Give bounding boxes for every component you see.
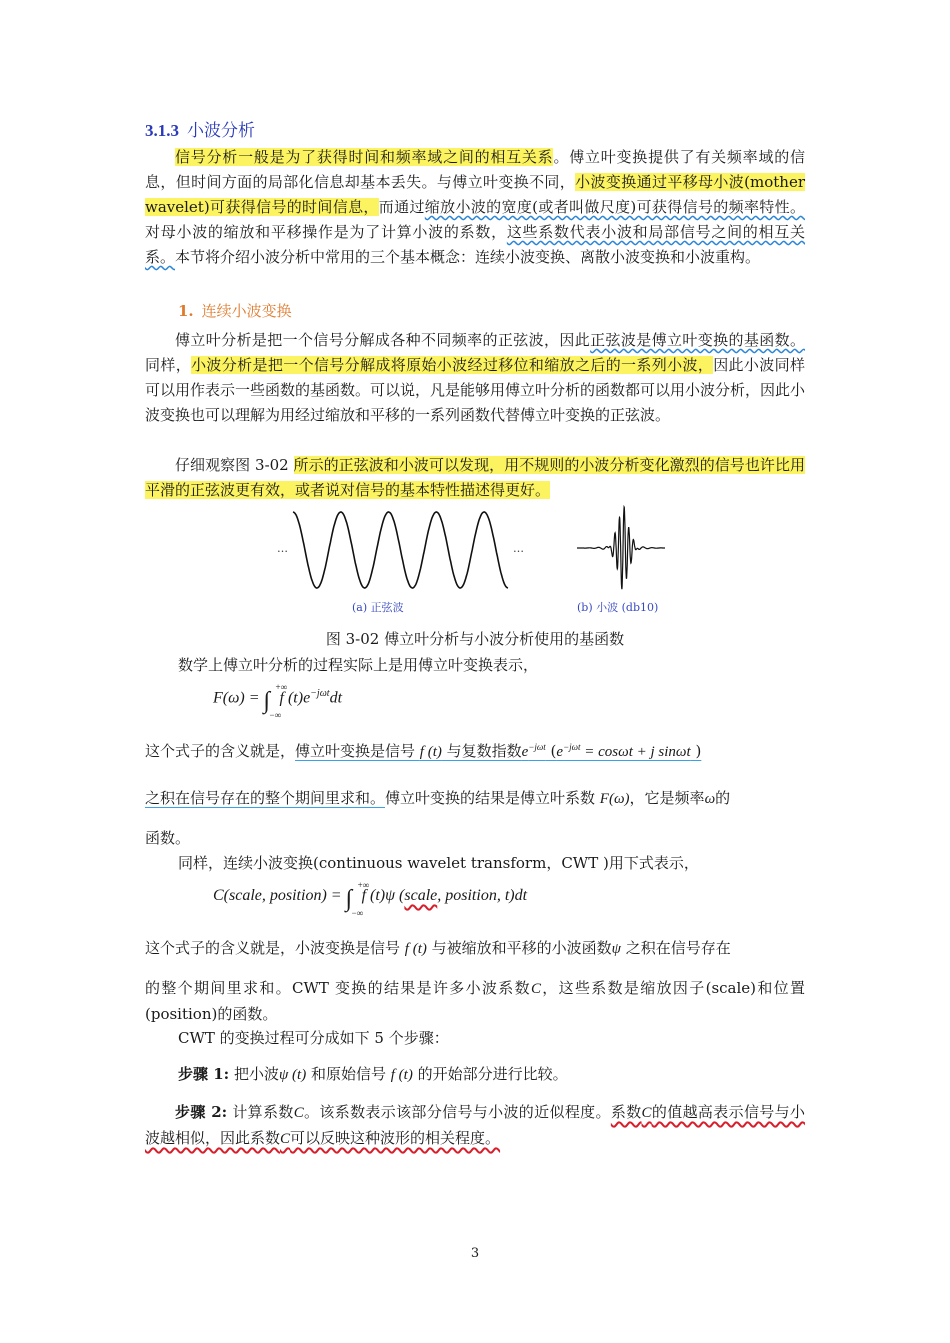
body-text: 的 <box>715 789 731 807</box>
para4-line1 <box>145 740 701 761</box>
math-C: C <box>530 981 541 997</box>
figure-3-02 <box>265 505 685 615</box>
step-label: 步骤 2: <box>175 1103 228 1121</box>
wavelet-db10 <box>577 507 665 589</box>
body-text: 这个式子的含义就是，小波变换是信号 <box>145 939 405 957</box>
integral-sign: ∫ +∞ −∞ <box>263 682 288 721</box>
body-text: 计算系数 <box>227 1103 294 1121</box>
ellipsis-left: … <box>277 542 288 555</box>
step-1 <box>178 1063 568 1084</box>
body-text: 而通过 <box>378 198 425 216</box>
body-text: 之积在信号存在 <box>620 939 731 957</box>
body-text: 本节将介绍小波分析中常用的三个基本概念：连续小波变换、离散小波变换和小波重构。 <box>175 248 761 266</box>
body-text: 把小波 <box>229 1065 279 1083</box>
page-number: 3 <box>470 1246 480 1261</box>
body-text: 仔细观察图 3-02 <box>175 456 294 474</box>
para4-line3: 函数。 <box>145 829 191 847</box>
math-F-omega: F(ω) <box>599 791 630 807</box>
para5-rest <box>145 976 805 1027</box>
lower-limit: −∞ <box>269 710 282 721</box>
underline-text: 与复数指数 <box>441 742 522 760</box>
formula-exponent: −jωt <box>310 688 330 699</box>
formula-tail: , position, t)dt <box>437 887 528 904</box>
underline-text: 之积在信号存在的整个期间里求和。 <box>145 789 386 807</box>
red-underline-text: 系数 <box>610 1103 642 1121</box>
math-f-t: f (t) <box>390 1067 413 1083</box>
subsection-number: 1. <box>178 302 194 320</box>
formula-scale: scale <box>404 887 438 904</box>
body-text: 的整个期间里求和。CWT 变换的结果是许多小波系数 <box>145 979 531 997</box>
caption-wavelet: (b) 小波 (db10) <box>577 601 659 614</box>
paren: ( <box>545 742 557 760</box>
formula-integrand: f (t)e <box>279 689 311 707</box>
math-exponent: −jωt <box>563 742 581 752</box>
lower-limit: −∞ <box>351 908 364 918</box>
math-psi: ψ <box>611 941 621 957</box>
body-text: 这个式子的含义就是， <box>145 742 296 760</box>
para4-line2 <box>145 787 730 808</box>
observe-paragraph <box>145 453 805 503</box>
fourier-formula <box>213 682 343 721</box>
math-intro: 数学上傅立叶分析的过程实际上是用傅立叶变换表示， <box>178 656 539 674</box>
math-e: e <box>521 744 529 760</box>
section-number: 3.1.3 <box>145 121 179 140</box>
body-text: 同样， <box>145 356 192 374</box>
figure-caption: 图 3-02 傅立叶分析与小波分析使用的基函数 <box>325 630 625 648</box>
math-exponent: −jωt <box>528 742 546 752</box>
ellipsis-right: … <box>513 542 524 555</box>
cwt-formula <box>213 880 528 918</box>
highlight-text: 小波分析是把一个信号分解成将原始小波经过移位和缩放之后的一系列小波， <box>191 356 714 374</box>
formula-lhs: F(ω) = <box>213 689 264 707</box>
subsection-title: 连续小波变换 <box>201 302 292 320</box>
wavy-underline-text: 缩放小波的宽度(或者叫做尺度)可获得信号的频率特性。 <box>424 198 805 216</box>
math-omega: ω <box>704 791 716 807</box>
body-text: ，它是频率 <box>629 789 705 807</box>
upper-limit: +∞ <box>357 880 370 890</box>
subsection-heading <box>178 300 292 321</box>
red-underline-text: 的值越高表示信号与小波越相似，因此系数 <box>145 1103 805 1147</box>
body-text: 的开始部分进行比较。 <box>412 1065 568 1083</box>
body-text: 因此小波同样可以用作表示一些函数的基函数。可以说，凡是能够用傅立叶分析的函数都可以用小波分析，因此小波变换也可以理解为用经过缩放和平移的一系列函数代替傅立叶变换的正弦波。 <box>145 356 806 424</box>
wavy-underline-text: 正弦波是傅立叶变换的基函数。 <box>590 331 805 349</box>
sine-wave <box>293 512 508 588</box>
body-text: 傅立叶变换的结果是傅立叶系数 <box>385 789 600 807</box>
math-psi-t: ψ (t) <box>278 1067 307 1083</box>
steps-intro: CWT 的变换过程可分成如下 5 个步骤： <box>178 1029 449 1047</box>
highlight-text: 所示的正弦波和小波可以发现，用不规则的小波分析变化激烈的信号也许比用平滑的正弦波更有效，或者说对信号的基本特性描述得更好。 <box>145 456 805 499</box>
euler-formula: = cosωt + j sinωt <box>580 744 691 760</box>
math-f-t: f (t) <box>404 941 427 957</box>
body-text: 与被缩放和平移的小波函数 <box>426 939 612 957</box>
body-text: 和原始信号 <box>306 1065 391 1083</box>
body-text: 傅立叶分析是把一个信号分解成各种不同频率的正弦波，因此 <box>175 331 591 349</box>
step-label: 步骤 1: <box>178 1065 230 1083</box>
upper-limit: +∞ <box>275 682 288 693</box>
section-title: 小波分析 <box>187 121 255 141</box>
cwt-intro: 同样，连续小波变换(continuous wavelet transform，CWT )用下式表示， <box>178 854 699 872</box>
integral-sign: ∫ +∞ −∞ <box>345 880 370 918</box>
step-2 <box>145 1100 805 1152</box>
highlight-text: 小波变换通过平移母小波(mother wavelet)可获得信号的时间信息， <box>145 173 805 216</box>
para5-line1 <box>145 937 731 958</box>
body-text: 对母小波的缩放和平移操作是为了计算小波的系数， <box>145 223 507 241</box>
wavy-underline-text: 这些系数代表小波和局部信号之间的相互关系。 <box>145 223 805 266</box>
body-text: 。该系数表示该部分信号与小波的近似程度。 <box>303 1103 611 1121</box>
formula-tail: dt <box>329 689 343 707</box>
paren: ) <box>690 742 702 760</box>
formula-integrand: f (t)ψ ( <box>361 887 405 904</box>
red-underline-text: 可以反映这种波形的相关程度。 <box>290 1129 501 1147</box>
caption-sine: (a) 正弦波 <box>352 601 404 614</box>
formula-lhs: C(scale, position) = <box>213 887 346 904</box>
math-C: C <box>641 1105 652 1121</box>
fourier-paragraph <box>145 328 805 428</box>
section-heading <box>145 116 255 141</box>
math-C: C <box>280 1131 291 1147</box>
highlight-text: 信号分析一般是为了获得时间和频率域之间的相互关系 <box>175 148 554 166</box>
math-e: e <box>556 744 564 760</box>
underline-text: 傅立叶变换是信号 <box>295 742 420 760</box>
math-f-t: f (t) <box>419 744 442 760</box>
math-C: C <box>293 1105 304 1121</box>
body-text: ，这些系数是缩放因子(scale)和位置(position)的函数。 <box>145 979 805 1023</box>
body-text: 。傅立叶变换提供了有关频率域的信息，但时间方面的局部化信息却基本丢失。与傅立叶变换不同， <box>145 148 805 191</box>
intro-paragraph <box>145 145 805 270</box>
